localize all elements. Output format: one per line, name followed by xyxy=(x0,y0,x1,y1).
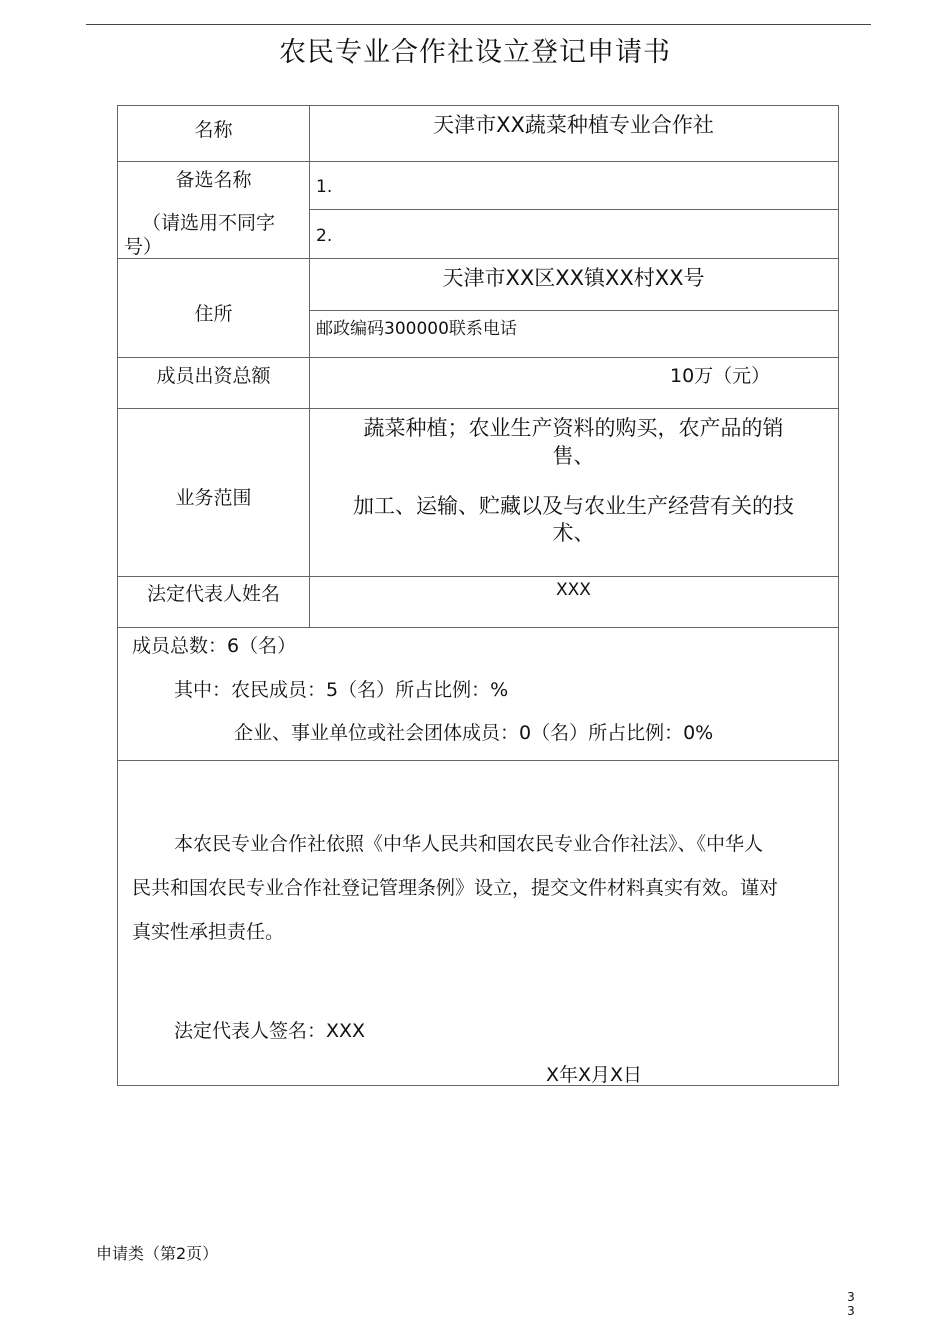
name-value: 天津市XX蔬菜种植专业合作社 xyxy=(433,113,714,137)
capital-value: 10万（元） xyxy=(670,365,771,387)
row-divider xyxy=(118,576,838,577)
row-divider xyxy=(309,310,838,311)
declaration-line: 真实性承担责任。 xyxy=(132,921,285,943)
row-divider xyxy=(118,760,838,761)
row-divider xyxy=(118,357,838,358)
row-divider xyxy=(118,161,838,162)
alt-name-note-cont: 号） xyxy=(124,236,163,258)
declaration-line: 本农民专业合作社依照《中华人民共和国农民专业合作社法》、《中华人 xyxy=(174,833,764,855)
page-number xyxy=(846,1290,856,1318)
legal-rep-label: 法定代表人姓名 xyxy=(146,583,280,605)
application-form-table xyxy=(117,105,839,1086)
scope-line: 蔬菜种植；农业生产资料的购买，农产品的销 xyxy=(363,416,784,440)
label-column-divider xyxy=(309,106,310,627)
signature-line: 法定代表人签名：XXX xyxy=(174,1020,366,1042)
alt-name-note: （请选用不同字 xyxy=(142,212,276,234)
scope-line: 加工、运输、贮藏以及与农业生产经营有关的技 xyxy=(353,494,794,518)
capital-label: 成员出资总额 xyxy=(156,365,271,387)
name-label: 名称 xyxy=(194,119,233,141)
members-organizations: 企业、事业单位或社会团体成员：0（名）所占比例：0% xyxy=(234,722,714,744)
row-divider xyxy=(309,209,838,210)
page-category-footer: 申请类（第2页） xyxy=(96,1244,219,1263)
alt-name-2: 2. xyxy=(316,226,333,246)
legal-rep-value: XXX xyxy=(556,580,591,600)
members-total: 成员总数：6（名） xyxy=(132,635,297,657)
postal-contact-line: 邮政编码300000联系电话 xyxy=(316,319,517,339)
row-divider xyxy=(118,627,838,628)
address-label: 住所 xyxy=(194,303,233,325)
declaration-line: 民共和国农民专业合作社登记管理条例》设立，提交文件材料真实有效。谨对 xyxy=(132,877,779,899)
row-divider xyxy=(118,408,838,409)
alt-name-1: 1. xyxy=(316,177,333,197)
address-value: 天津市XX区XX镇XX村XX号 xyxy=(442,266,705,290)
row-divider xyxy=(118,258,838,259)
page-number-digit: 3 xyxy=(847,1290,855,1304)
members-farmers: 其中：农民成员：5（名）所占比例：% xyxy=(174,679,509,701)
scope-line: 售、 xyxy=(552,444,595,468)
header-rule xyxy=(86,24,871,25)
page-title: 农民专业合作社设立登记申请书 xyxy=(279,37,671,68)
scope-line: 术、 xyxy=(552,521,595,545)
page-number-digit: 3 xyxy=(847,1304,855,1318)
alt-name-label: 备选名称 xyxy=(175,169,252,191)
scope-label: 业务范围 xyxy=(175,487,252,509)
date-line: X年X月X日 xyxy=(546,1064,643,1086)
